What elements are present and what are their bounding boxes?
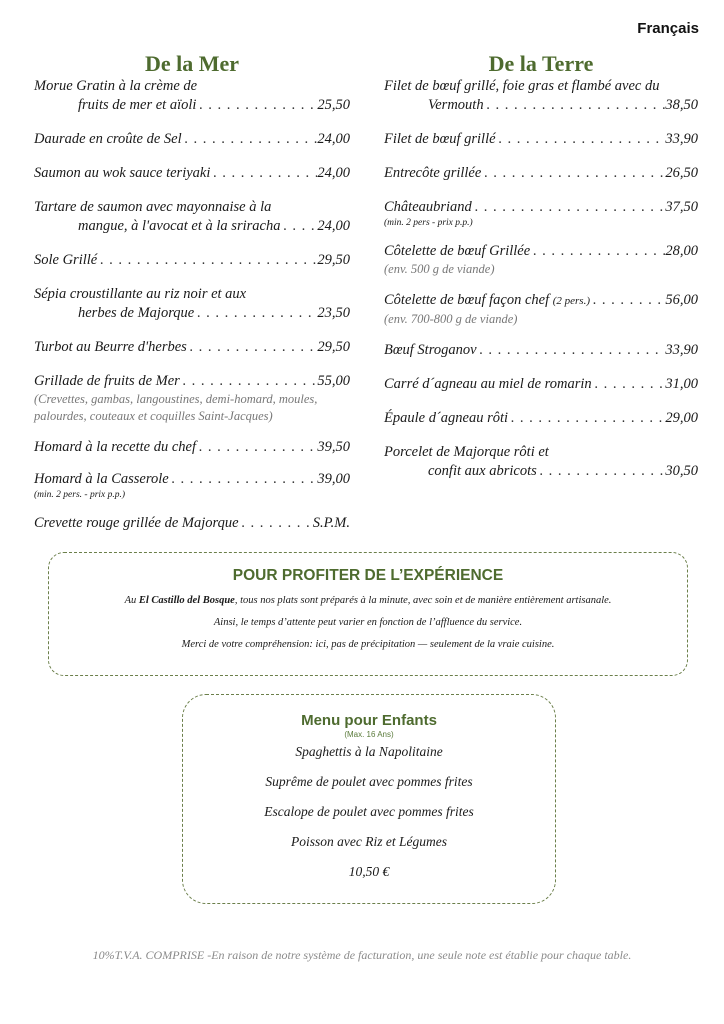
item-name: Daurade en croûte de Sel [34,131,182,147]
item-price: 24,00 [317,165,350,181]
item-name: mangue, à l'avocat et à la sriracha [78,218,281,234]
item-price: 30,50 [665,463,698,479]
experience-title: POUR PROFITER DE L’EXPÉRIENCE [232,567,504,584]
sea-item-sole [34,251,350,270]
land-item-entrecote [384,164,698,183]
item-price: 56,00 [665,292,698,308]
land-section-title: De la Terre [488,51,594,76]
sea-section [34,52,350,533]
experience-line-1-pre: Au [124,595,139,606]
item-name-text: Côtelette de bœuf façon chef [384,292,550,308]
experience-line-3: Merci de votre compréhension: ici, pas de précipitation — seulement de la vraie cuisine. [181,639,555,650]
item-name: Entrecôte grillée [384,165,482,181]
item-price: 39,50 [317,439,350,455]
kids-menu-item: Spaghettis à la Napolitaine [295,744,443,759]
kids-menu-title: Menu pour Enfants [301,712,437,729]
item-portion: (2 pers.) [552,295,590,307]
item-price: 55,00 [317,373,350,389]
land-item-porcelet [384,443,698,481]
kids-menu-item: Escalope de poulet avec pommes frites [264,804,474,819]
item-price: 29,50 [317,252,350,268]
item-name: Bœuf Stroganov [384,342,477,358]
experience-line-2: Ainsi, le temps d’attente peut varier en fonction de l’affluence du service. [213,617,523,628]
sea-item-crevette [34,514,350,533]
kids-menu-age-limit: (Max. 16 Ans) [344,730,394,739]
item-name: Carré d´agneau au miel de romarin [384,376,592,392]
land-item-filet [384,130,698,149]
item-price: 25,50 [317,97,350,113]
item-name: Sole Grillé [34,252,98,268]
land-item-chateaubriand [384,198,698,229]
item-name: Grillade de fruits de Mer [34,373,180,389]
item-price: 29,00 [665,410,698,426]
land-item-cotelette-chef [384,291,698,328]
item-name: Épaule d´agneau rôti [384,410,509,426]
land-section [384,52,698,481]
item-name: confit aux abricots [428,463,537,479]
item-name: Turbot au Beurre d'herbes [34,339,187,355]
item-price: 37,50 [665,199,698,215]
sea-item-turbot [34,338,350,357]
item-description: (env. 700-800 g de viande) [384,312,518,326]
land-item-filet-foie-gras [384,77,698,115]
land-item-cotelette-grillee [384,242,698,278]
item-name-line1: Tartare de saumon avec mayonnaise à la [34,199,272,215]
item-name: Saumon au wok sauce teriyaki [34,165,211,181]
sea-item-tartare [34,198,350,236]
item-description: (Crevettes, gambas, langoustines, demi-homard, moules, palourdes, couteaux et coquilles Saint-Jacques) [34,392,318,423]
sea-item-homard-casserole [34,470,350,501]
sea-item-homard-chef [34,438,350,457]
land-item-stroganov [384,341,698,360]
item-name-line1: Morue Gratin à la crème de [34,78,198,94]
item-price: 26,50 [665,165,698,181]
item-name: Filet de bœuf grillé [384,131,496,147]
item-price: 28,00 [665,243,698,259]
item-name: Vermouth [428,97,484,113]
item-price: 23,50 [317,305,350,321]
item-name-line1: Sépia croustillante au riz noir et aux [34,286,247,302]
experience-box [48,552,688,676]
item-name-line1: Porcelet de Majorque rôti et [384,444,549,460]
sea-item-grillade [34,372,350,425]
sea-item-morue [34,77,350,115]
item-price: 24,00 [317,218,350,234]
item-note: (min. 2 pers. - prix p.p.) [34,490,126,500]
item-price: 39,00 [317,471,350,487]
land-item-carre-agneau [384,375,698,394]
kids-menu-box [182,694,556,904]
restaurant-name: El Castillo del Bosque [138,595,235,606]
item-name: Homard à la Casserole [34,471,169,487]
item-name: Châteaubriand [384,199,472,215]
item-price: 31,00 [665,376,698,392]
kids-menu-price: 10,50 € [348,864,390,879]
item-name: Crevette rouge grillée de Majorque [34,515,239,531]
item-price: 29,50 [317,339,350,355]
kids-menu-item: Poisson avec Riz et Légumes [291,834,447,849]
kids-menu-item: Suprême de poulet avec pommes frites [265,774,473,789]
experience-line-1-post: , tous nos plats sont préparés à la minute, avec soin et de manière entièrement artisanale. [234,595,612,606]
sea-item-daurade [34,130,350,149]
item-price: 33,90 [665,342,698,358]
language-label: Français [637,20,699,37]
item-price: 33,90 [665,131,698,147]
item-name: fruits de mer et aïoli [78,97,197,113]
sea-section-title: De la Mer [144,51,240,76]
item-name-line1: Filet de bœuf grillé, foie gras et flambé avec du [384,78,660,94]
item-name: herbes de Majorque [78,305,195,321]
item-note: (min. 2 pers - prix p.p.) [384,218,473,228]
experience-line-1 [49,594,687,607]
item-price: S.P.M. [312,515,350,531]
item-description: (env. 500 g de viande) [384,262,495,276]
sea-item-sepia [34,285,350,323]
item-name [384,291,590,311]
item-name: Homard à la recette du chef [34,439,197,455]
item-name: Côtelette de bœuf Grillée [384,243,531,259]
land-item-epaule-agneau [384,409,698,428]
footer-note: 10%T.V.A. COMPRISE -En raison de notre système de facturation, une seule note est établie pour chaque table. [92,948,632,962]
sea-item-saumon [34,164,350,183]
item-price: 38,50 [665,97,698,113]
item-price: 24,00 [317,131,350,147]
